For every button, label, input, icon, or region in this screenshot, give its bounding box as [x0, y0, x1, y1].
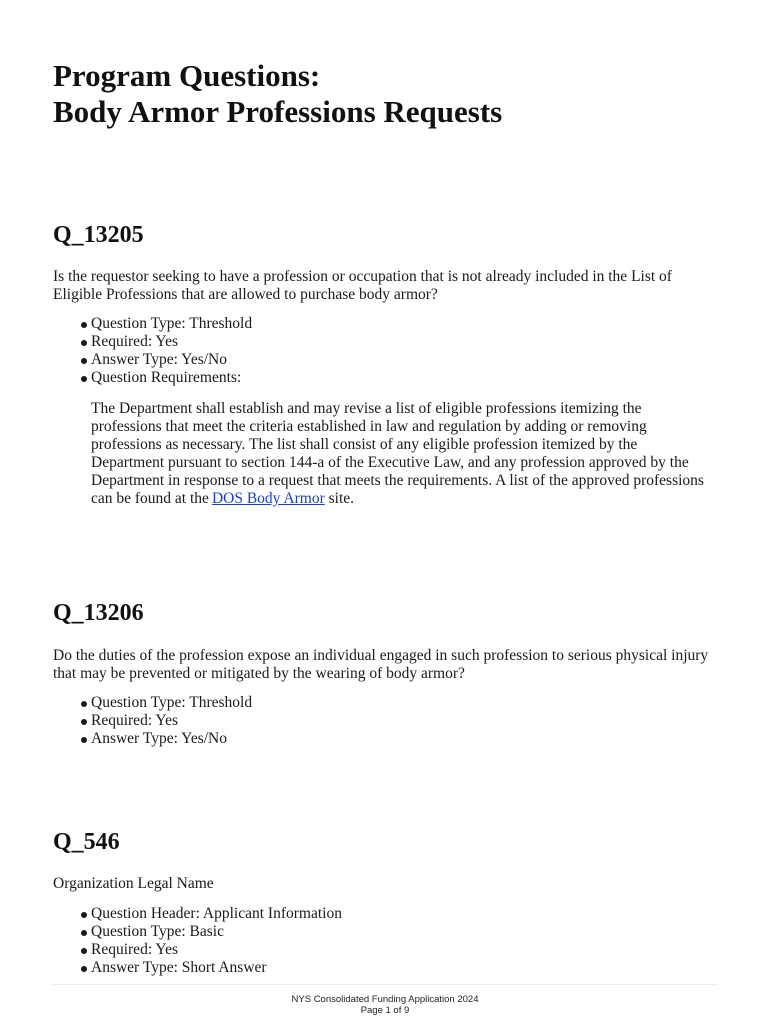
question-text: Do the duties of the profession expose an individual engaged in such profession to serious physical injury that may be prevented or mitigated by the wearing of body armor?: [53, 647, 709, 682]
requirements-body: The Department shall establish and may revise a list of eligible professions itemizing the professions that meet the criteria established in law and regulation by adding or removing professions as necessary. The list shall consist of any eligible profession itemized by the Department pursuant to section 144-a of the Executive Law, and any profession approved by the Department in response to a request that meets the requirements. A list of the approved professions can be found at the: [91, 400, 704, 507]
page-title: [53, 58, 502, 130]
question-attributes-list: [80, 694, 252, 748]
question-id-heading: Q_546: [53, 829, 120, 855]
attribute-question-type: Question Type: Basic: [80, 923, 342, 941]
question-text: Is the requestor seeking to have a profession or occupation that is not already included in the List of Eligible Professions that are allowed to purchase body armor?: [53, 268, 672, 303]
question-attributes-list: [80, 315, 252, 387]
attribute-required: Required: Yes: [80, 941, 342, 959]
attribute-question-type: Question Type: Threshold: [80, 315, 252, 333]
attribute-question-header: Question Header: Applicant Information: [80, 905, 342, 923]
attribute-answer-type: Answer Type: Yes/No: [80, 351, 252, 369]
requirements-suffix: site.: [324, 490, 355, 507]
footer-application-name: NYS Consolidated Funding Application 2024: [291, 994, 479, 1005]
attribute-required: Required: Yes: [80, 333, 252, 351]
question-id-heading: Q_13206: [53, 600, 144, 626]
page-footer: [0, 994, 770, 1016]
attribute-answer-type: Answer Type: Short Answer: [80, 959, 342, 977]
question-attributes-list: [80, 905, 342, 977]
page-title-line-2: Body Armor Professions Requests: [53, 94, 503, 129]
footer-divider: [53, 984, 718, 985]
attribute-answer-type: Answer Type: Yes/No: [80, 730, 252, 748]
question-requirements-text: [91, 400, 706, 508]
attribute-question-type: Question Type: Threshold: [80, 694, 252, 712]
footer-page-number: Page 1 of 9: [360, 1005, 410, 1016]
question-text: Organization Legal Name: [53, 875, 214, 892]
attribute-question-requirements: Question Requirements:: [80, 369, 252, 387]
question-id-heading: Q_13205: [53, 222, 144, 248]
page-title-line-1: Program Questions:: [53, 58, 321, 93]
dos-body-armor-link[interactable]: DOS Body Armor: [211, 490, 325, 507]
attribute-required: Required: Yes: [80, 712, 252, 730]
